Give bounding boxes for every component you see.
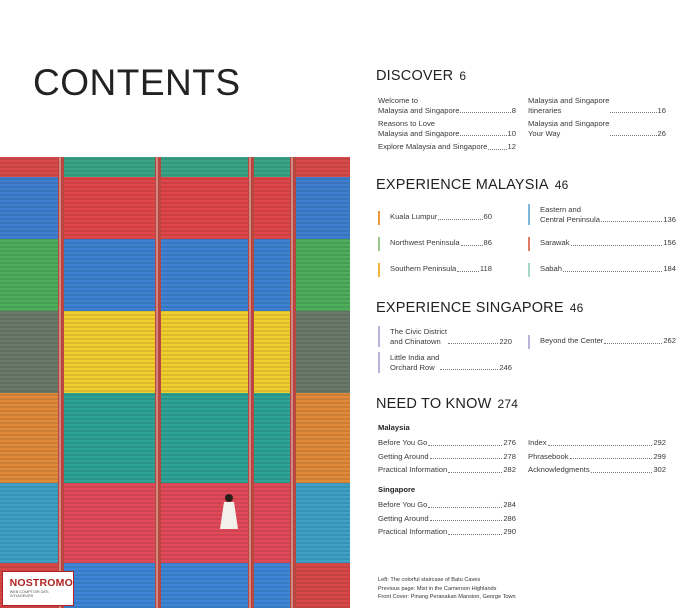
toc-entry[interactable] (378, 142, 516, 152)
region-entry-page: 86 (483, 238, 492, 247)
toc-entry-label-line: Before You Go (378, 500, 428, 509)
toc-entry-label-line: Reasons to Love (378, 119, 435, 128)
region-entry-label (540, 264, 562, 274)
dot-leader (448, 343, 498, 344)
toc-entry-page: 10 (507, 128, 516, 138)
toc-entry-label-line: Malaysia and Singapore (528, 96, 610, 105)
toc-entry-label-line: Index (528, 438, 547, 447)
toc-entry-label-line: Malaysia and Singapore (378, 128, 460, 138)
region-entry-page: 156 (663, 238, 676, 247)
toc-entry[interactable] (378, 452, 516, 462)
caption-line: Front Cover: Pinang Peranakan Mansion, George Town (378, 594, 516, 601)
toc-entry-page: 284 (503, 500, 516, 509)
toc-entry-label-line: Practical Information (378, 465, 448, 474)
dot-leader (548, 445, 653, 446)
region-color-marker (528, 204, 530, 225)
region-entry-page: 262 (663, 336, 676, 345)
photo-captions (378, 576, 516, 602)
region-entry-label-line: The Civic District (390, 327, 447, 336)
region-entry-page: 60 (483, 212, 492, 221)
dot-leader (488, 149, 506, 150)
region-entry-label-line: Kuala Lumpur (390, 212, 438, 221)
subheading-singapore: Singapore (378, 485, 416, 494)
toc-entry-label (378, 500, 427, 510)
discover-right-list (528, 96, 666, 142)
region-entry-page: 184 (663, 264, 676, 273)
region-color-marker (378, 211, 380, 225)
region-entry[interactable] (390, 212, 492, 222)
region-color-marker (528, 237, 530, 251)
region-entry[interactable] (540, 336, 676, 346)
region-entry[interactable] (540, 205, 676, 224)
watermark-tagline: WEB COMPTOIR DES VOYAGEURS (9, 589, 49, 598)
dot-leader (430, 458, 503, 459)
toc-entry-page: 278 (503, 451, 516, 461)
toc-entry-label-line: Itineraries (528, 105, 562, 115)
toc-entry-label (378, 514, 429, 524)
toc-entry-page: 276 (503, 438, 516, 447)
section-heading-need-to-know (376, 396, 518, 412)
dot-leader (461, 245, 483, 246)
subheading-malaysia: Malaysia (378, 423, 410, 432)
section-title: NEED TO KNOW (376, 396, 492, 412)
watermark-name: NOSTROMO (9, 577, 73, 590)
page-title: CONTENTS (33, 62, 241, 103)
toc-entry-page: 286 (503, 513, 516, 523)
dot-leader (428, 507, 502, 508)
section-page: 6 (459, 69, 467, 83)
region-color-marker (378, 326, 380, 347)
caption-line: Left: The colorful staircase of Batu Caves (378, 577, 481, 583)
toc-entry-label-line: Malaysia and Singapore (528, 119, 610, 128)
region-entry-label-line: Eastern and (540, 205, 581, 214)
region-color-marker (528, 263, 530, 277)
region-entry[interactable] (390, 327, 512, 346)
toc-entry-label-line: Welcome to (378, 96, 418, 105)
region-entry-label (390, 327, 447, 346)
region-entry-label-line: Orchard Row (390, 362, 435, 372)
region-entry-label-line: Sabah (540, 264, 562, 273)
region-entry-page: 136 (663, 214, 676, 224)
toc-entry-label (378, 96, 459, 115)
toc-entry-label (528, 465, 590, 475)
region-entry-label-line: Sarawak (540, 238, 570, 247)
toc-entry-label (378, 527, 447, 537)
need-to-know-malaysia-list (378, 438, 516, 479)
toc-entry[interactable] (378, 465, 516, 475)
region-entry-label-line: Central Peninsula (540, 214, 600, 224)
region-color-marker (378, 352, 380, 373)
region-entry-label (390, 238, 460, 248)
dot-leader (448, 472, 502, 473)
dot-leader (457, 271, 479, 272)
region-entry-label (390, 353, 439, 372)
toc-entry-page: 290 (503, 527, 516, 536)
toc-entry-page: 16 (657, 105, 666, 115)
section-title: DISCOVER (376, 68, 454, 84)
region-color-marker (378, 263, 380, 277)
dot-leader (604, 343, 662, 344)
toc-entry[interactable] (528, 96, 666, 115)
region-color-marker (378, 237, 380, 251)
region-entry-page: 246 (499, 362, 512, 372)
caption-line: Previous page: Mist in the Cameroon Highlands (378, 585, 497, 592)
toc-entry[interactable] (378, 119, 516, 138)
region-entry[interactable] (540, 238, 676, 248)
toc-entry-label (378, 119, 459, 138)
toc-entry[interactable] (378, 527, 516, 537)
section-page: 46 (554, 178, 569, 192)
section-title: EXPERIENCE SINGAPORE (376, 300, 564, 316)
dot-leader (570, 458, 653, 459)
toc-entry-label-line: Getting Around (378, 513, 429, 523)
region-entry[interactable] (390, 238, 492, 248)
toc-entry[interactable] (528, 452, 666, 462)
region-entry[interactable] (540, 264, 676, 274)
dot-leader (438, 219, 482, 220)
dot-leader (591, 472, 653, 473)
section-heading-experience-singapore (376, 300, 583, 316)
dot-leader (460, 135, 506, 136)
toc-entry-label (378, 452, 429, 462)
region-entry-page: 118 (479, 264, 492, 273)
dot-leader (440, 369, 498, 370)
toc-entry-label (528, 438, 547, 448)
toc-entry[interactable] (378, 438, 516, 448)
need-to-know-singapore-list (378, 500, 516, 541)
region-entry-label-line: and Chinatown (390, 336, 441, 346)
dot-leader (610, 135, 656, 136)
toc-entry-label-line: Malaysia and Singapore (378, 105, 460, 115)
toc-entry-label (378, 142, 487, 152)
region-entry-label (390, 212, 437, 222)
region-entry[interactable] (390, 264, 492, 274)
region-entry-label-line: Little India and (390, 353, 440, 362)
region-entry[interactable] (390, 353, 512, 372)
region-color-marker (528, 335, 530, 349)
dot-leader (428, 445, 502, 446)
section-page: 46 (569, 301, 584, 315)
region-entry-label-line: Beyond the Center (540, 336, 604, 345)
toc-entry[interactable] (378, 514, 516, 524)
toc-entry[interactable] (528, 119, 666, 138)
region-entry-label-line: Southern Peninsula (390, 264, 457, 273)
section-title: EXPERIENCE MALAYSIA (376, 177, 549, 193)
toc-entry[interactable] (528, 438, 666, 448)
toc-entry[interactable] (378, 500, 516, 510)
region-entry-label (540, 238, 570, 248)
region-entry-label (540, 205, 600, 224)
discover-left-list (378, 96, 516, 156)
section-heading-experience-malaysia (376, 177, 569, 193)
region-entry-page: 220 (499, 336, 512, 346)
toc-entry-label (528, 452, 569, 462)
dot-leader (601, 221, 662, 222)
toc-entry-page: 12 (507, 142, 516, 151)
toc-entry-label-line: Phrasebook (528, 451, 569, 461)
toc-entry-label-line: Your Way (528, 128, 561, 138)
region-entry-label (390, 264, 456, 274)
section-page: 274 (497, 397, 519, 411)
toc-entry-label-line: Acknowledgments (528, 465, 590, 474)
toc-entry-label-line: Getting Around (378, 451, 429, 461)
toc-entry-label (378, 465, 447, 475)
dot-leader (571, 245, 663, 246)
toc-entry-page: 282 (503, 465, 516, 474)
toc-entry-label-line: Practical Information (378, 527, 448, 536)
toc-entry-page: 299 (653, 451, 666, 461)
dot-leader (563, 271, 662, 272)
toc-entry[interactable] (528, 465, 666, 475)
toc-entry-page: 26 (657, 128, 666, 138)
dot-leader (430, 520, 503, 521)
dot-leader (460, 112, 510, 113)
dot-leader (448, 534, 502, 535)
region-entry-label (540, 336, 603, 346)
dot-leader (610, 112, 656, 113)
toc-entry-label-line: Explore Malaysia and Singapore (378, 142, 488, 151)
toc-entry-page: 292 (653, 438, 666, 447)
region-entry-label-line: Northwest Peninsula (390, 238, 460, 247)
need-to-know-right-list (528, 438, 666, 479)
toc-entry-label (528, 96, 609, 115)
toc-entry-page: 8 (511, 105, 516, 115)
toc-entry-page: 302 (653, 465, 666, 474)
toc-entry-label (378, 438, 427, 448)
toc-entry-label (528, 119, 609, 138)
toc-entry-label-line: Before You Go (378, 438, 428, 447)
section-heading-discover (376, 68, 466, 84)
toc-entry[interactable] (378, 96, 516, 115)
